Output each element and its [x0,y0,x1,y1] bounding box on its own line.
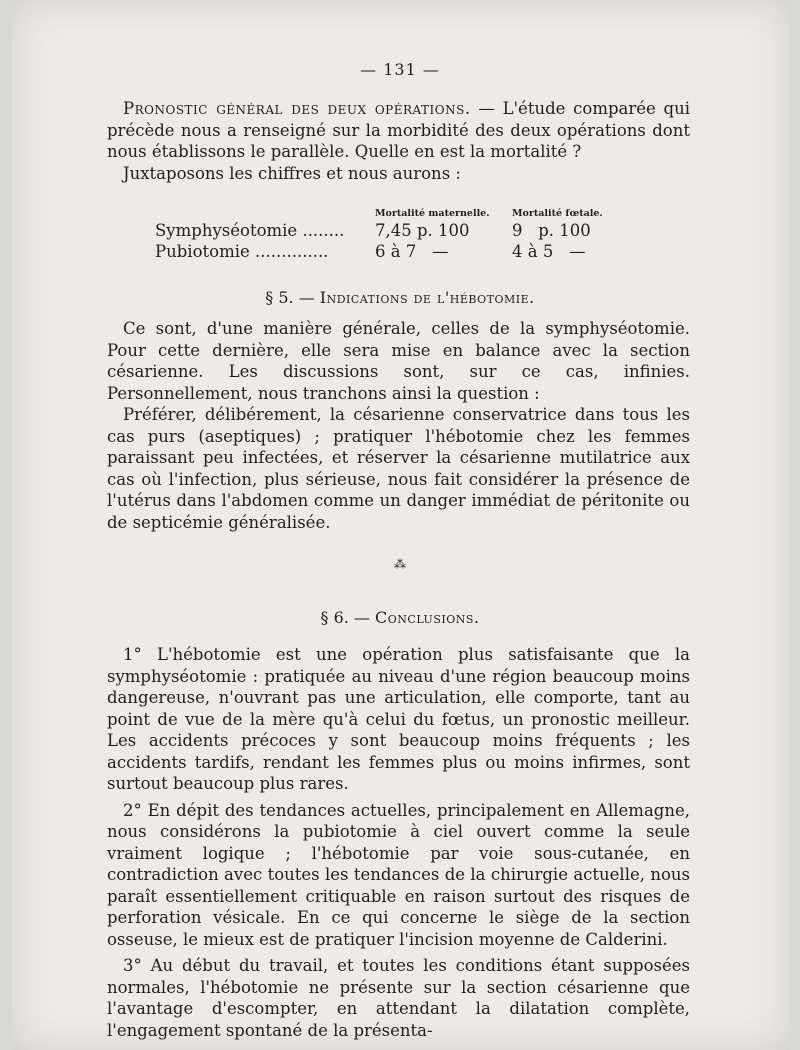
intro-lead: Pronostic général des deux opérations. [123,99,471,118]
col-maternal-header: Mortalité maternelle. [375,208,490,219]
row-fetal: 9 p. 100 [512,221,591,240]
row-maternal: 6 à 7 — [375,242,449,261]
intro-line2: Juxtaposons les chiffres et nous aurons : [123,163,461,183]
table-row [155,219,622,240]
section5-p1: Ce sont, d'une manière générale, celles de la symphyséotomie. Pour cette dernière, elle sera mise en balance avec la section césarienne. Les discussions sont, sur ce cas, infinies. Personnellement, nous tranchons ainsi la question : [107,319,690,403]
section-separator: ⁂ [394,557,406,571]
section5-p2: Préférer, délibérement, la césarienne conservatrice dans tous les cas purs (aseptiques) ; pratiquer l'hébotomie chez les femmes paraissant peu infectées, et réserver la césarienne mutilatrice aux cas où l'infection, plus sérieuse, nous fait considérer la présence de l'utérus dans l'abdomen comme un danger immédiat de péritonite ou de septicémie généralisée. [107,405,690,532]
section5-body [107,318,690,533]
col-fetal-header: Mortalité fœtale. [512,208,603,219]
section6-p3: 3° Au début du travail, et toutes les conditions étant supposées normales, l'hébotomie ne présente sur la section césarienne que l'avantage d'escompter, en attendant la dilatation complète, l'engagement spontané de la présenta- [107,956,690,1040]
row-name: Pubiotomie .............. [155,242,329,261]
mortality-table [155,198,622,261]
table-row [155,240,622,261]
intro-paragraph [107,98,690,184]
section5-title: Indications de l'hébotomie. [319,288,535,307]
section6-body [107,644,690,1041]
row-name: Symphyséotomie ........ [155,221,345,240]
row-maternal: 7,45 p. 100 [375,221,470,240]
section6-p2: 2° En dépit des tendances actuelles, principalement en Allemagne, nous considérons la pubiotomie à ciel ouvert comme la seule vraiment logique ; l'hébotomie par voie sous-cutanée, en contradiction avec toutes les tendances de la chirurgie actuelle, nous paraît essentiellement critiquable en raison surtout des risques de perforation vésicale. En ce qui concerne le siège de la section osseuse, le mieux est de pratiquer l'incision moyenne de Calderini. [107,800,690,949]
intro-text: — L'étude comparée qui précède nous a renseigné sur la morbidité des deux opérations dont nous établissons le parallèle. Quelle en est la mortalité ? [107,99,690,161]
page-number: — 131 — [360,60,440,79]
section6-p1: 1° L'hébotomie est une opération plus satisfaisante que la symphyséotomie : pratiquée au niveau d'une région beaucoup moins dangereuse, n'ouvrant pas une articulation, elle comporte, tant au point de vue de la mère qu'à celui du fœtus, un pronostic meilleur. Les accidents précoces y sont beaucoup moins fréquents ; les accidents tardifs, rendant les femmes plus ou moins infirmes, sont surtout beaucoup plus rares. [107,645,690,793]
section5-prefix: § 5. — [265,288,320,307]
section6-prefix: § 6. — [320,608,376,627]
section6-title: Conclusions. [375,608,480,627]
row-fetal: 4 à 5 — [512,242,586,261]
section5-heading [0,288,800,307]
section6-heading [0,608,800,627]
